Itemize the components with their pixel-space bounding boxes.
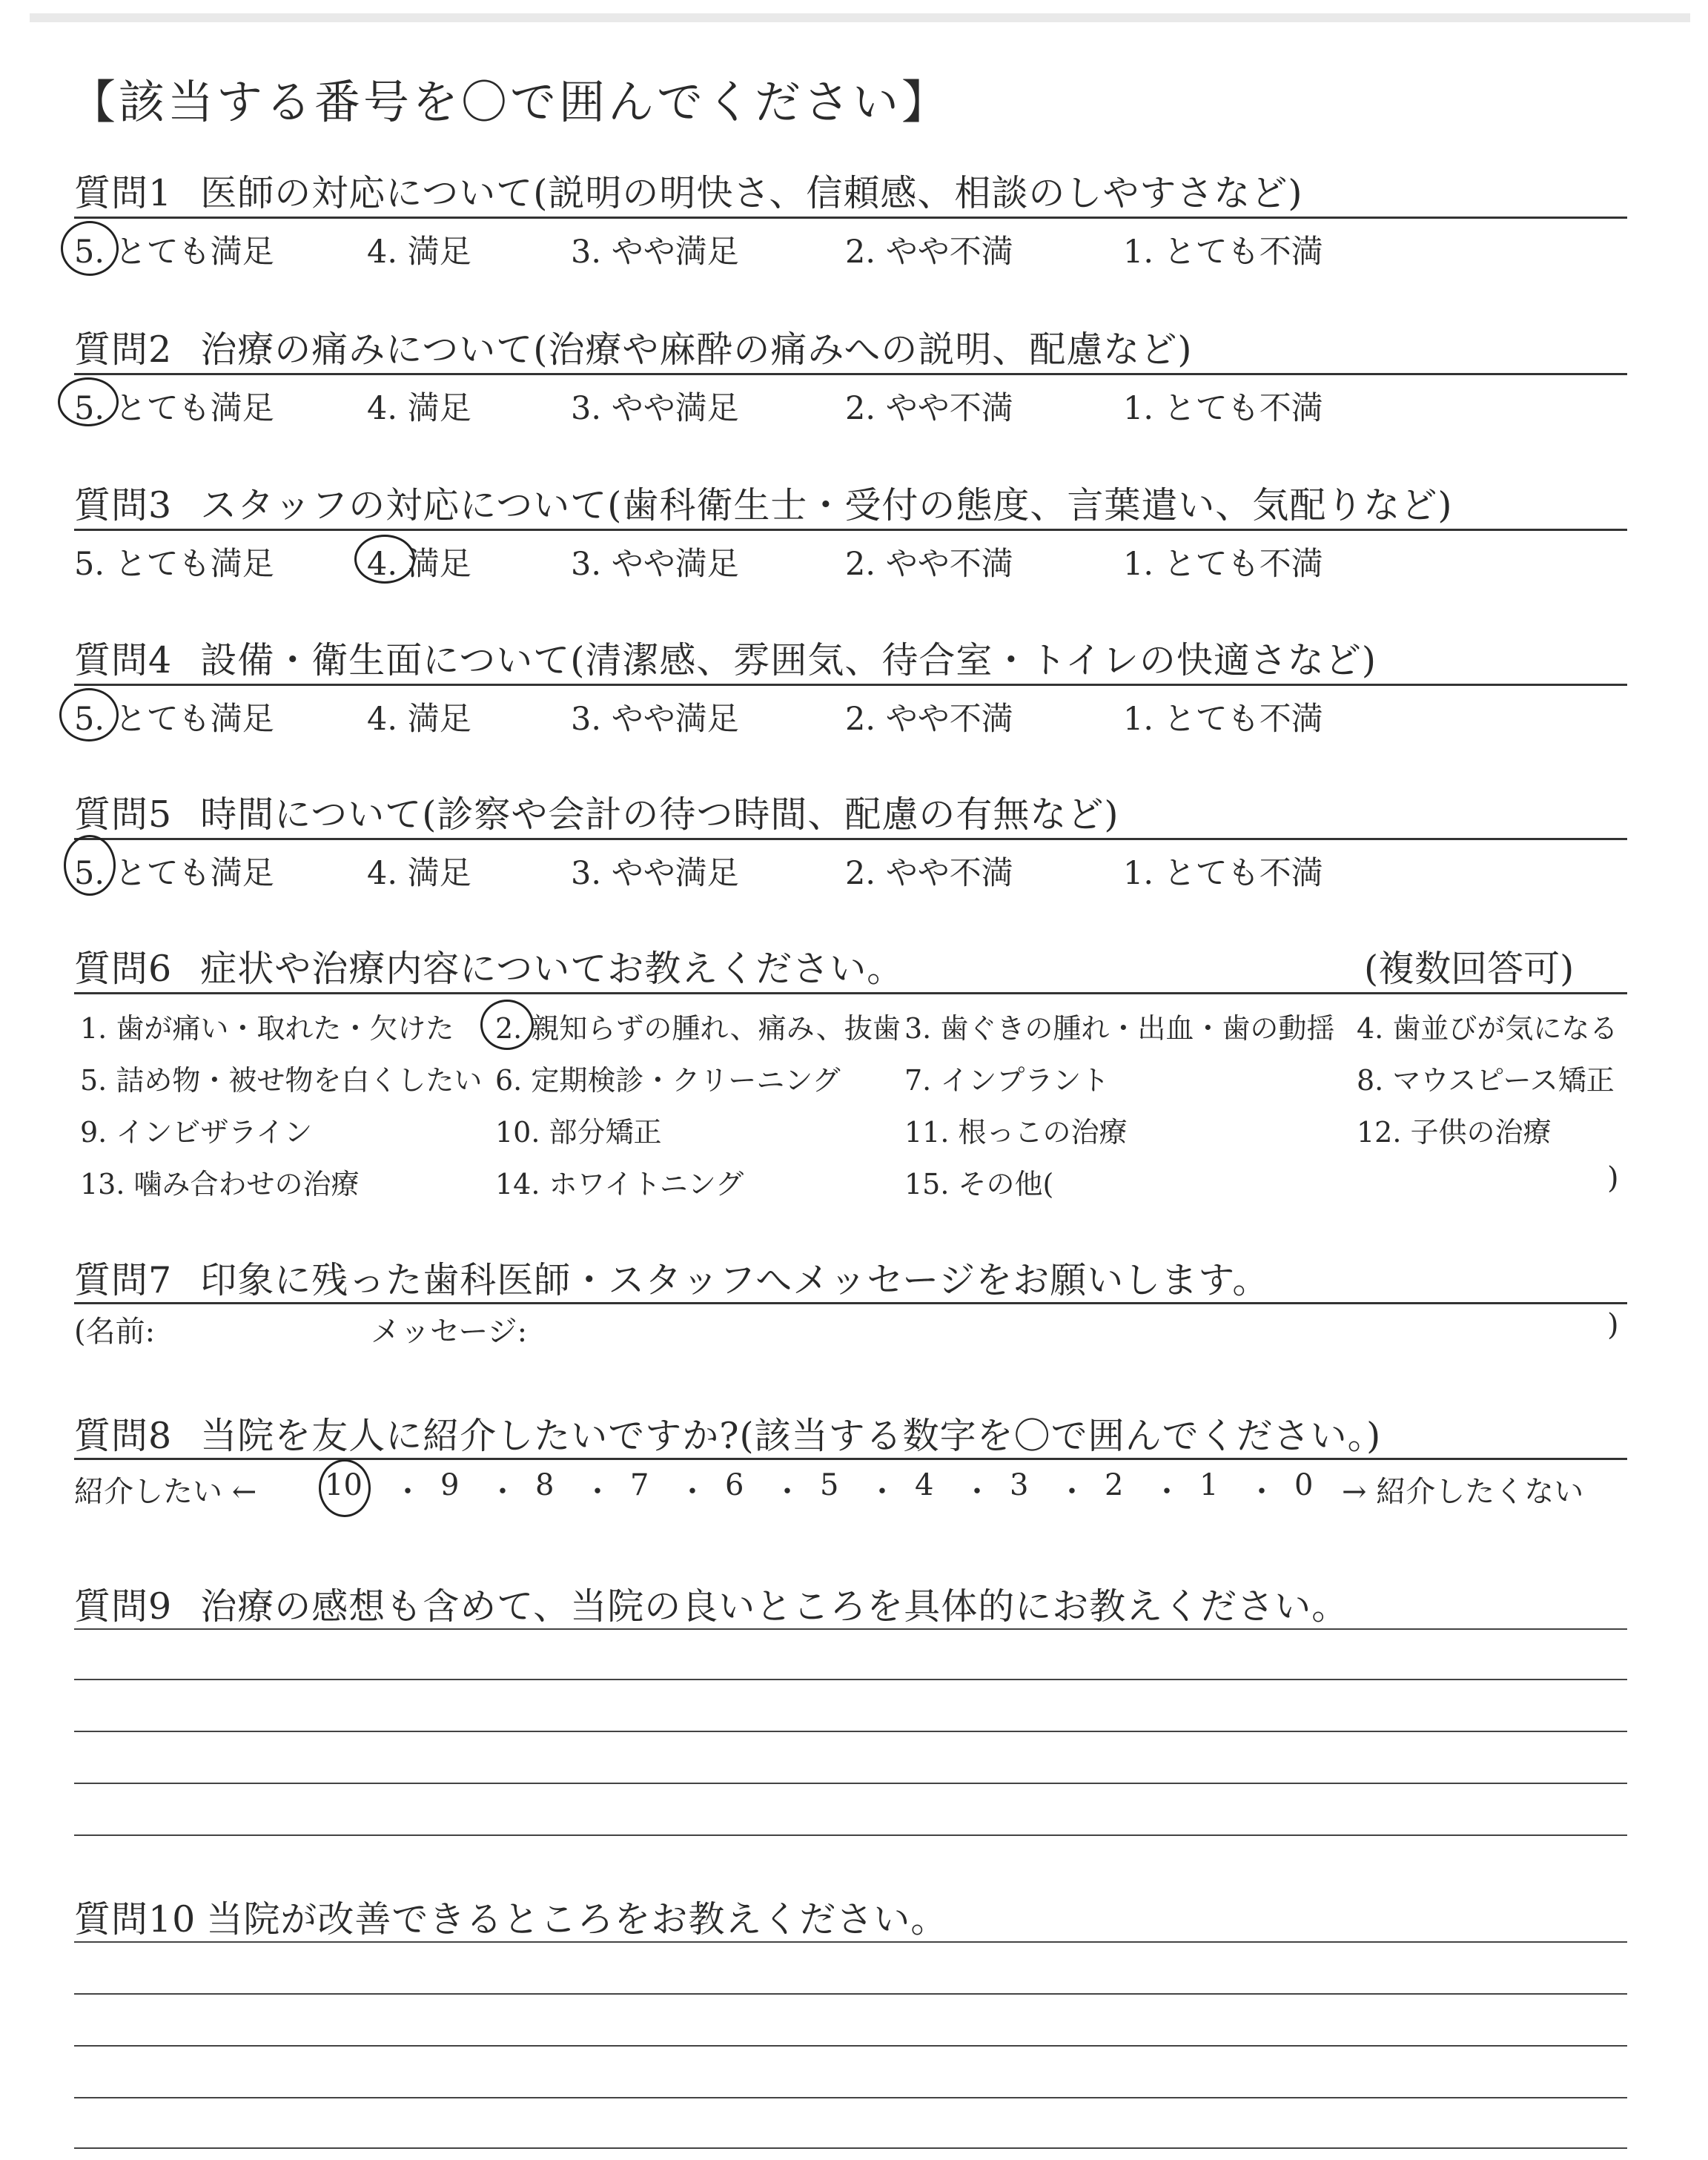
q7-name-label: (名前:	[74, 1315, 156, 1349]
question-4-number: 質問4	[74, 639, 173, 681]
q9-writing-line[interactable]	[74, 1679, 1627, 1680]
q9-writing-line[interactable]	[74, 1783, 1627, 1784]
question-2-title	[74, 321, 1192, 373]
q4-option-3[interactable]: 3. やや満足	[571, 701, 739, 738]
q8-score-1[interactable]: 1	[1199, 1468, 1219, 1502]
question-2-rule	[74, 373, 1627, 375]
q1-option-2[interactable]: 2. やや不満	[845, 234, 1013, 271]
q6-option-6[interactable]: 6. 定期検診・クリーニング	[495, 1064, 841, 1097]
question-8-rule	[74, 1458, 1627, 1460]
question-4-options	[74, 694, 1627, 739]
q2-option-4[interactable]: 4. 満足	[367, 390, 471, 427]
q4-option-1[interactable]: 1. とても不満	[1123, 701, 1323, 738]
q3-answer-circle	[354, 535, 415, 584]
q1-option-4[interactable]: 4. 満足	[367, 234, 471, 271]
q8-dot: ・	[678, 1475, 707, 1509]
q1-answer-circle	[61, 221, 119, 276]
question-4-rule	[74, 684, 1627, 686]
q6-option-15[interactable]: 15. その他(	[904, 1168, 1054, 1200]
q8-score-4[interactable]: 4	[915, 1468, 934, 1502]
q4-option-2[interactable]: 2. やや不満	[845, 701, 1013, 738]
q3-option-2[interactable]: 2. やや不満	[845, 546, 1013, 583]
q3-option-5[interactable]: 5. とても満足	[74, 546, 274, 583]
question-6-number: 質問6	[74, 948, 173, 990]
q2-answer-circle	[58, 377, 119, 426]
question-8-number: 質問8	[74, 1415, 173, 1457]
q8-dot: ・	[393, 1475, 423, 1509]
q5-option-3[interactable]: 3. やや満足	[571, 855, 739, 892]
question-7-title	[74, 1252, 1269, 1304]
question-6-multiple-answers-note: (複数回答可)	[1364, 948, 1575, 990]
q8-score-10[interactable]: 10	[325, 1468, 363, 1502]
question-9-number: 質問9	[74, 1585, 173, 1628]
q2-option-3[interactable]: 3. やや満足	[571, 390, 739, 427]
q8-score-2[interactable]: 2	[1105, 1468, 1124, 1502]
q6-option-10[interactable]: 10. 部分矯正	[495, 1116, 662, 1149]
question-4-title	[74, 632, 1377, 684]
q8-dot: ・	[772, 1475, 802, 1509]
q8-dot: ・	[1057, 1475, 1087, 1509]
q6-option-13[interactable]: 13. 噛み合わせの治療	[80, 1168, 360, 1200]
question-9-text: 治療の感想も含めて、当院の良いところを具体的にお教えください。	[200, 1585, 1349, 1628]
q6-option-11[interactable]: 11. 根っこの治療	[904, 1116, 1128, 1149]
q8-dot: ・	[583, 1475, 612, 1509]
q5-option-2[interactable]: 2. やや不満	[845, 855, 1013, 892]
q7-message-label: メッセージ:	[371, 1315, 528, 1349]
question-3-title	[74, 477, 1452, 529]
q5-option-5[interactable]: 5. とても満足	[74, 855, 274, 892]
question-1-rule	[74, 217, 1627, 219]
q6-option-4[interactable]: 4. 歯並びが気になる	[1357, 1012, 1618, 1045]
question-6-rule	[74, 992, 1627, 994]
question-6-options-grid	[74, 1005, 1627, 1221]
q5-option-1[interactable]: 1. とても不満	[1123, 855, 1323, 892]
q8-right-label: → 紹介したくない	[1342, 1475, 1584, 1509]
q5-option-4[interactable]: 4. 満足	[367, 855, 471, 892]
q6-option-12[interactable]: 12. 子供の治療	[1357, 1116, 1552, 1149]
q8-answer-circle	[319, 1459, 371, 1517]
question-2-number: 質問2	[74, 328, 173, 371]
question-1-title	[74, 165, 1302, 217]
question-8-title	[74, 1407, 1381, 1459]
q6-option-2[interactable]: 2. 親知らずの腫れ、痛み、抜歯	[495, 1012, 901, 1045]
q2-option-5[interactable]: 5. とても満足	[74, 390, 274, 427]
question-6-title	[74, 940, 904, 992]
question-3-number: 質問3	[74, 484, 173, 526]
q3-option-1[interactable]: 1. とても不満	[1123, 546, 1323, 583]
q3-option-3[interactable]: 3. やや満足	[571, 546, 739, 583]
q8-score-7[interactable]: 7	[630, 1468, 649, 1502]
q4-answer-circle	[59, 688, 119, 742]
q8-dot: ・	[488, 1475, 517, 1509]
question-5-title	[74, 786, 1119, 838]
question-3-text: スタッフの対応について(歯科衛生士・受付の態度、言葉遣い、気配りなど)	[200, 484, 1453, 526]
question-5-number: 質問5	[74, 793, 173, 836]
q8-left-label: 紹介したい ←	[74, 1475, 257, 1509]
q6-option-8[interactable]: 8. マウスピース矯正	[1357, 1064, 1615, 1097]
q10-writing-line[interactable]	[74, 1941, 1627, 1943]
question-5-text: 時間について(診察や会計の待つ時間、配慮の有無など)	[200, 793, 1119, 836]
q8-dot: ・	[1152, 1475, 1182, 1509]
q1-option-5[interactable]: 5. とても満足	[74, 234, 274, 271]
q10-writing-line[interactable]	[74, 1993, 1627, 1995]
q4-option-4[interactable]: 4. 満足	[367, 701, 471, 738]
q7-close-paren: )	[1607, 1308, 1619, 1342]
scan-top-edge	[30, 13, 1690, 22]
q10-writing-line[interactable]	[74, 2045, 1627, 2047]
question-10-number: 質問10	[74, 1898, 196, 1941]
q1-option-1[interactable]: 1. とても不満	[1123, 234, 1323, 271]
question-9-title	[74, 1578, 1348, 1630]
q5-answer-circle	[64, 835, 116, 896]
q6-answer-circle	[480, 1000, 534, 1050]
question-1-number: 質問1	[74, 172, 173, 214]
question-8-text: 当院を友人に紹介したいですか?(該当する数字を〇で囲んでください。)	[200, 1415, 1382, 1457]
q10-writing-line[interactable]	[74, 2147, 1627, 2149]
q4-option-5[interactable]: 5. とても満足	[74, 701, 274, 738]
q8-score-5[interactable]: 5	[820, 1468, 839, 1502]
q8-dot: ・	[867, 1475, 897, 1509]
question-1-text: 医師の対応について(説明の明快さ、信頼感、相談のしやすさなど)	[200, 172, 1303, 214]
q6-option-3[interactable]: 3. 歯ぐきの腫れ・出血・歯の動揺	[904, 1012, 1335, 1045]
question-7-text: 印象に残った歯科医師・スタッフへメッセージをお願いします。	[200, 1259, 1270, 1301]
question-3-rule	[74, 529, 1627, 531]
q1-option-3[interactable]: 3. やや満足	[571, 234, 739, 271]
q8-dot: ・	[1247, 1475, 1277, 1509]
q6-option-5[interactable]: 5. 詰め物・被せ物を白くしたい	[80, 1064, 483, 1097]
q6-other-close-paren: )	[1607, 1161, 1619, 1195]
question-6-text: 症状や治療内容についてお教えください。	[200, 948, 904, 990]
q8-score-3[interactable]: 3	[1010, 1468, 1029, 1502]
q8-score-8[interactable]: 8	[535, 1468, 555, 1502]
q9-writing-line[interactable]	[74, 1834, 1627, 1836]
form-heading: 【該当する番号を〇で囲んでください】	[70, 75, 951, 129]
q10-writing-line[interactable]	[74, 2097, 1627, 2098]
question-2-text: 治療の痛みについて(治療や麻酔の痛みへの説明、配慮など)	[200, 328, 1193, 371]
question-4-text: 設備・衛生面について(清潔感、雰囲気、待合室・トイレの快適さなど)	[200, 639, 1377, 681]
question-7-number: 質問7	[74, 1259, 173, 1301]
q8-score-6[interactable]: 6	[725, 1468, 744, 1502]
q6-option-9[interactable]: 9. インビザライン	[80, 1116, 313, 1149]
q8-score-9[interactable]: 9	[440, 1468, 460, 1502]
q2-option-1[interactable]: 1. とても不満	[1123, 390, 1323, 427]
question-2-options	[74, 383, 1627, 428]
question-10-title	[74, 1891, 947, 1943]
q9-writing-line[interactable]	[74, 1628, 1627, 1630]
question-10-text: 当院が改善できるところをお教えください。	[206, 1898, 948, 1941]
q8-dot: ・	[962, 1475, 992, 1509]
q3-option-4[interactable]: 4. 満足	[367, 546, 471, 583]
question-5-options	[74, 848, 1627, 893]
q2-option-2[interactable]: 2. やや不満	[845, 390, 1013, 427]
q6-option-14[interactable]: 14. ホワイトニング	[495, 1168, 744, 1200]
question-7-rule	[74, 1302, 1627, 1304]
question-1-options	[74, 227, 1627, 271]
q9-writing-line[interactable]	[74, 1731, 1627, 1732]
q8-score-0[interactable]: 0	[1294, 1468, 1314, 1502]
q6-option-7[interactable]: 7. インプラント	[904, 1064, 1110, 1097]
question-5-rule	[74, 838, 1627, 840]
q6-option-1[interactable]: 1. 歯が痛い・取れた・欠けた	[80, 1012, 454, 1045]
question-3-options	[74, 539, 1627, 584]
